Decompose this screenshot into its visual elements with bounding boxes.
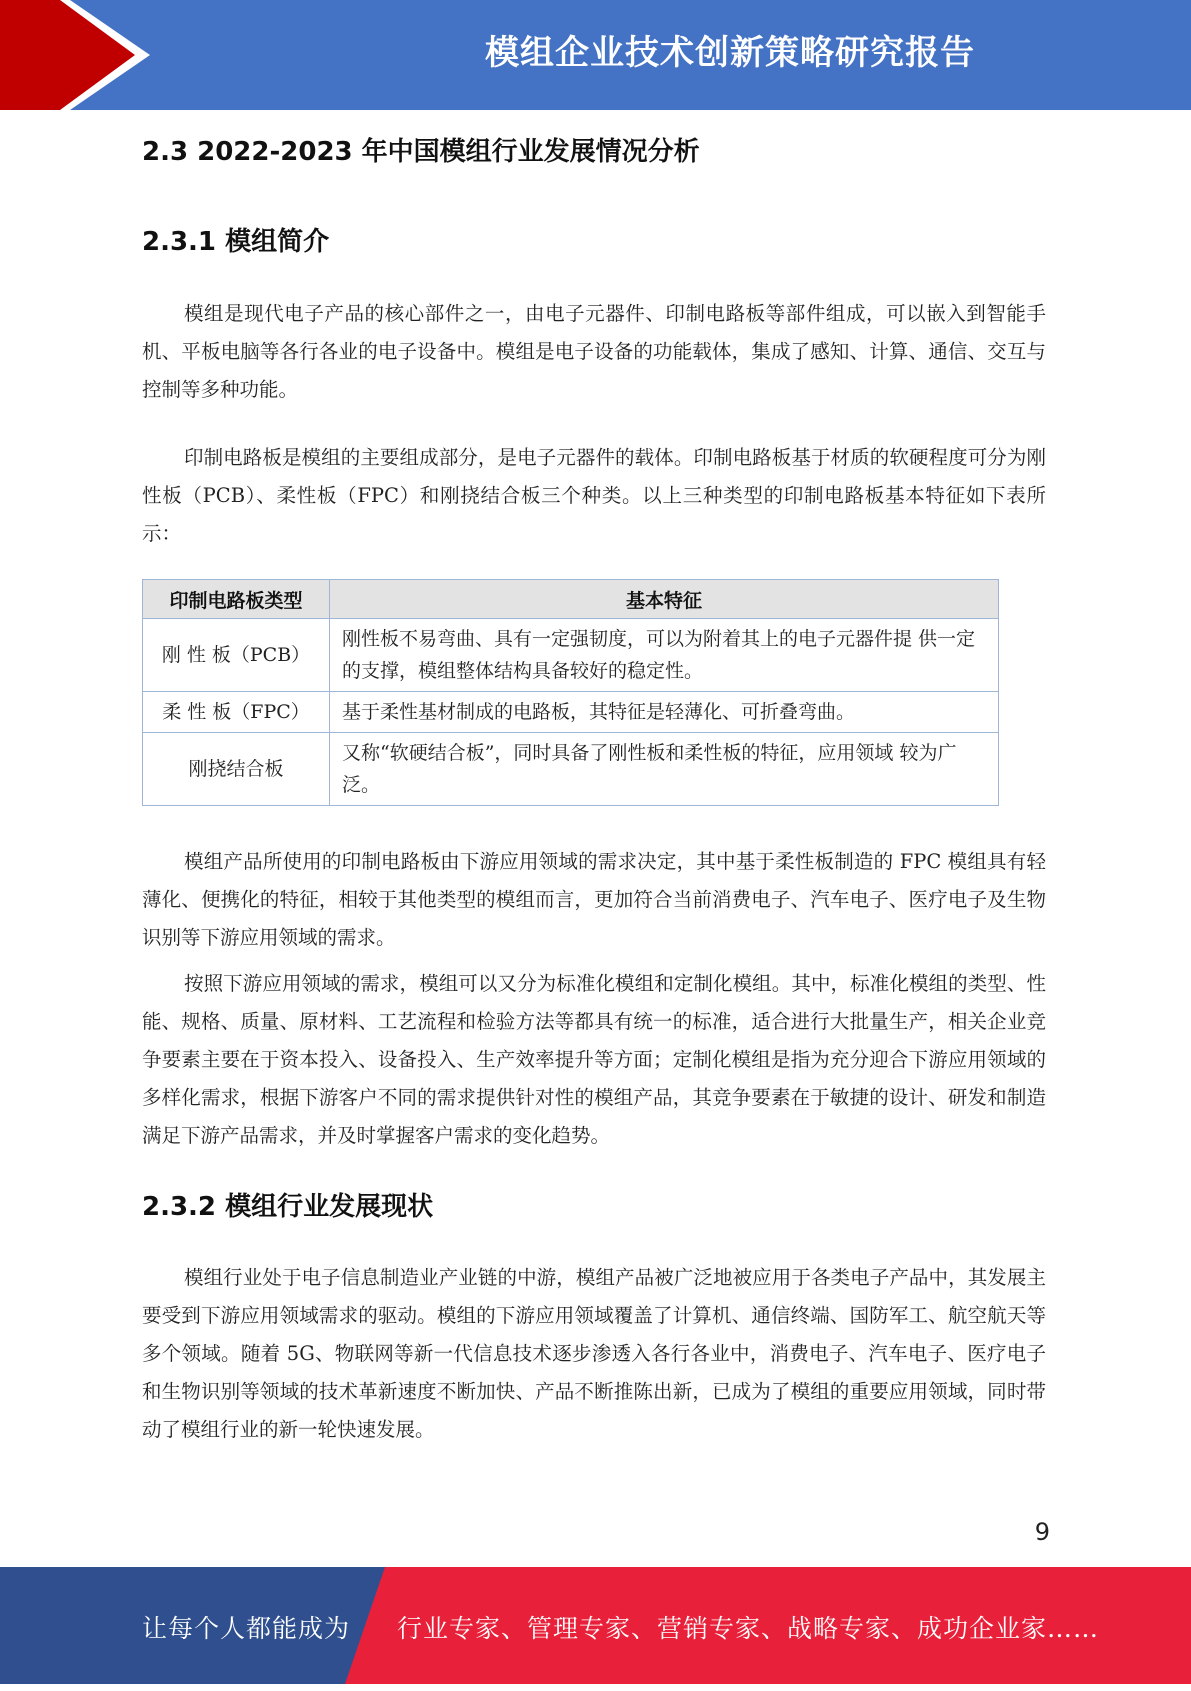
footer-slogan-right: 行业专家、管理专家、营销专家、战略专家、成功企业家…… [397,1614,1100,1643]
paragraph: 按照下游应用领域的需求，模组可以又分为标准化模组和定制化模组。其中，标准化模组的类型、性能、规格、质量、原材料、工艺流程和检验方法等都具有统一的标准，适合进行大批量生产，相关企业竞争要素主要在于资本投入、设备投入、生产效率提升等方面；定制化模组是指为充分迎合下游应用领域的多样化需求，根据下游客户不同的需求提供针对性的模组产品，其竞争要素在于敏捷的设计、研发和制造满足下游产品需求，并及时掌握客户需求的变化趋势。 [142,972,1046,1147]
paragraph: 印制电路板是模组的主要组成部分，是电子元器件的载体。印制电路板基于材质的软硬程度可分为刚性板（PCB）、柔性板（FPC）和刚挠结合板三个种类。以上三种类型的印制电路板基本特征如下表所示： [142,446,1046,545]
table-cell-type: 刚 性 板（PCB） [143,619,330,692]
paragraph: 模组产品所使用的印制电路板由下游应用领域的需求决定，其中基于柔性板制造的 FPC 模组具有轻薄化、便携化的特征，相较于其他类型的模组而言，更加符合当前消费电子、汽车电子、医疗电子及生物识别等下游应用领域的需求。 [142,850,1046,949]
table-cell-feature: 刚性板不易弯曲、具有一定强韧度，可以为附着其上的电子元器件提 供一定的支撑，模组整体结构具备较好的稳定性。 [330,619,999,692]
table-row [143,692,999,733]
table-header-feature: 基本特征 [330,580,999,619]
report-title: 模组企业技术创新策略研究报告 [485,33,975,73]
table-row [143,733,999,806]
table-header-type: 印制电路板类型 [143,580,330,619]
table-cell-feature: 又称“软硬结合板”，同时具备了刚性板和柔性板的特征，应用领域 较为广泛。 [330,733,999,806]
pcb-type-table [142,579,999,806]
subsection-heading-status: 2.3.2 模组行业发展现状 [142,1192,434,1222]
paragraph: 模组行业处于电子信息制造业产业链的中游，模组产品被广泛地被应用于各类电子产品中，其发展主要受到下游应用领域需求的驱动。模组的下游应用领域覆盖了计算机、通信终端、国防军工、航空航天等多个领域。随着 5G、物联网等新一代信息技术逐步渗透入各行各业中，消费电子、汽车电子、医疗电子和生物识别等领域的技术革新速度不断加快、产品不断推陈出新，已成为了模组的重要应用领域，同时带动了模组行业的新一轮快速发展。 [142,1266,1046,1441]
subsection-heading-intro: 2.3.1 模组简介 [142,227,330,257]
header-arrow-shape [0,0,150,110]
section-heading: 2.3 2022-2023 年中国模组行业发展情况分析 [142,137,700,167]
table-cell-feature: 基于柔性基材制成的电路板，其特征是轻薄化、可折叠弯曲。 [330,692,999,733]
footer-band [0,1567,1191,1684]
paragraph: 模组是现代电子产品的核心部件之一，由电子元器件、印制电路板等部件组成，可以嵌入到智能手机、平板电脑等各行各业的电子设备中。模组是电子设备的功能载体，集成了感知、计算、通信、交互与控制等多种功能。 [142,302,1046,401]
page-number: 9 [1034,1518,1050,1546]
table-cell-type: 刚挠结合板 [143,733,330,806]
table-row [143,619,999,692]
table-cell-type: 柔 性 板（FPC） [143,692,330,733]
footer-slogan-left: 让每个人都能成为 [142,1614,351,1643]
header-band [0,0,1191,110]
